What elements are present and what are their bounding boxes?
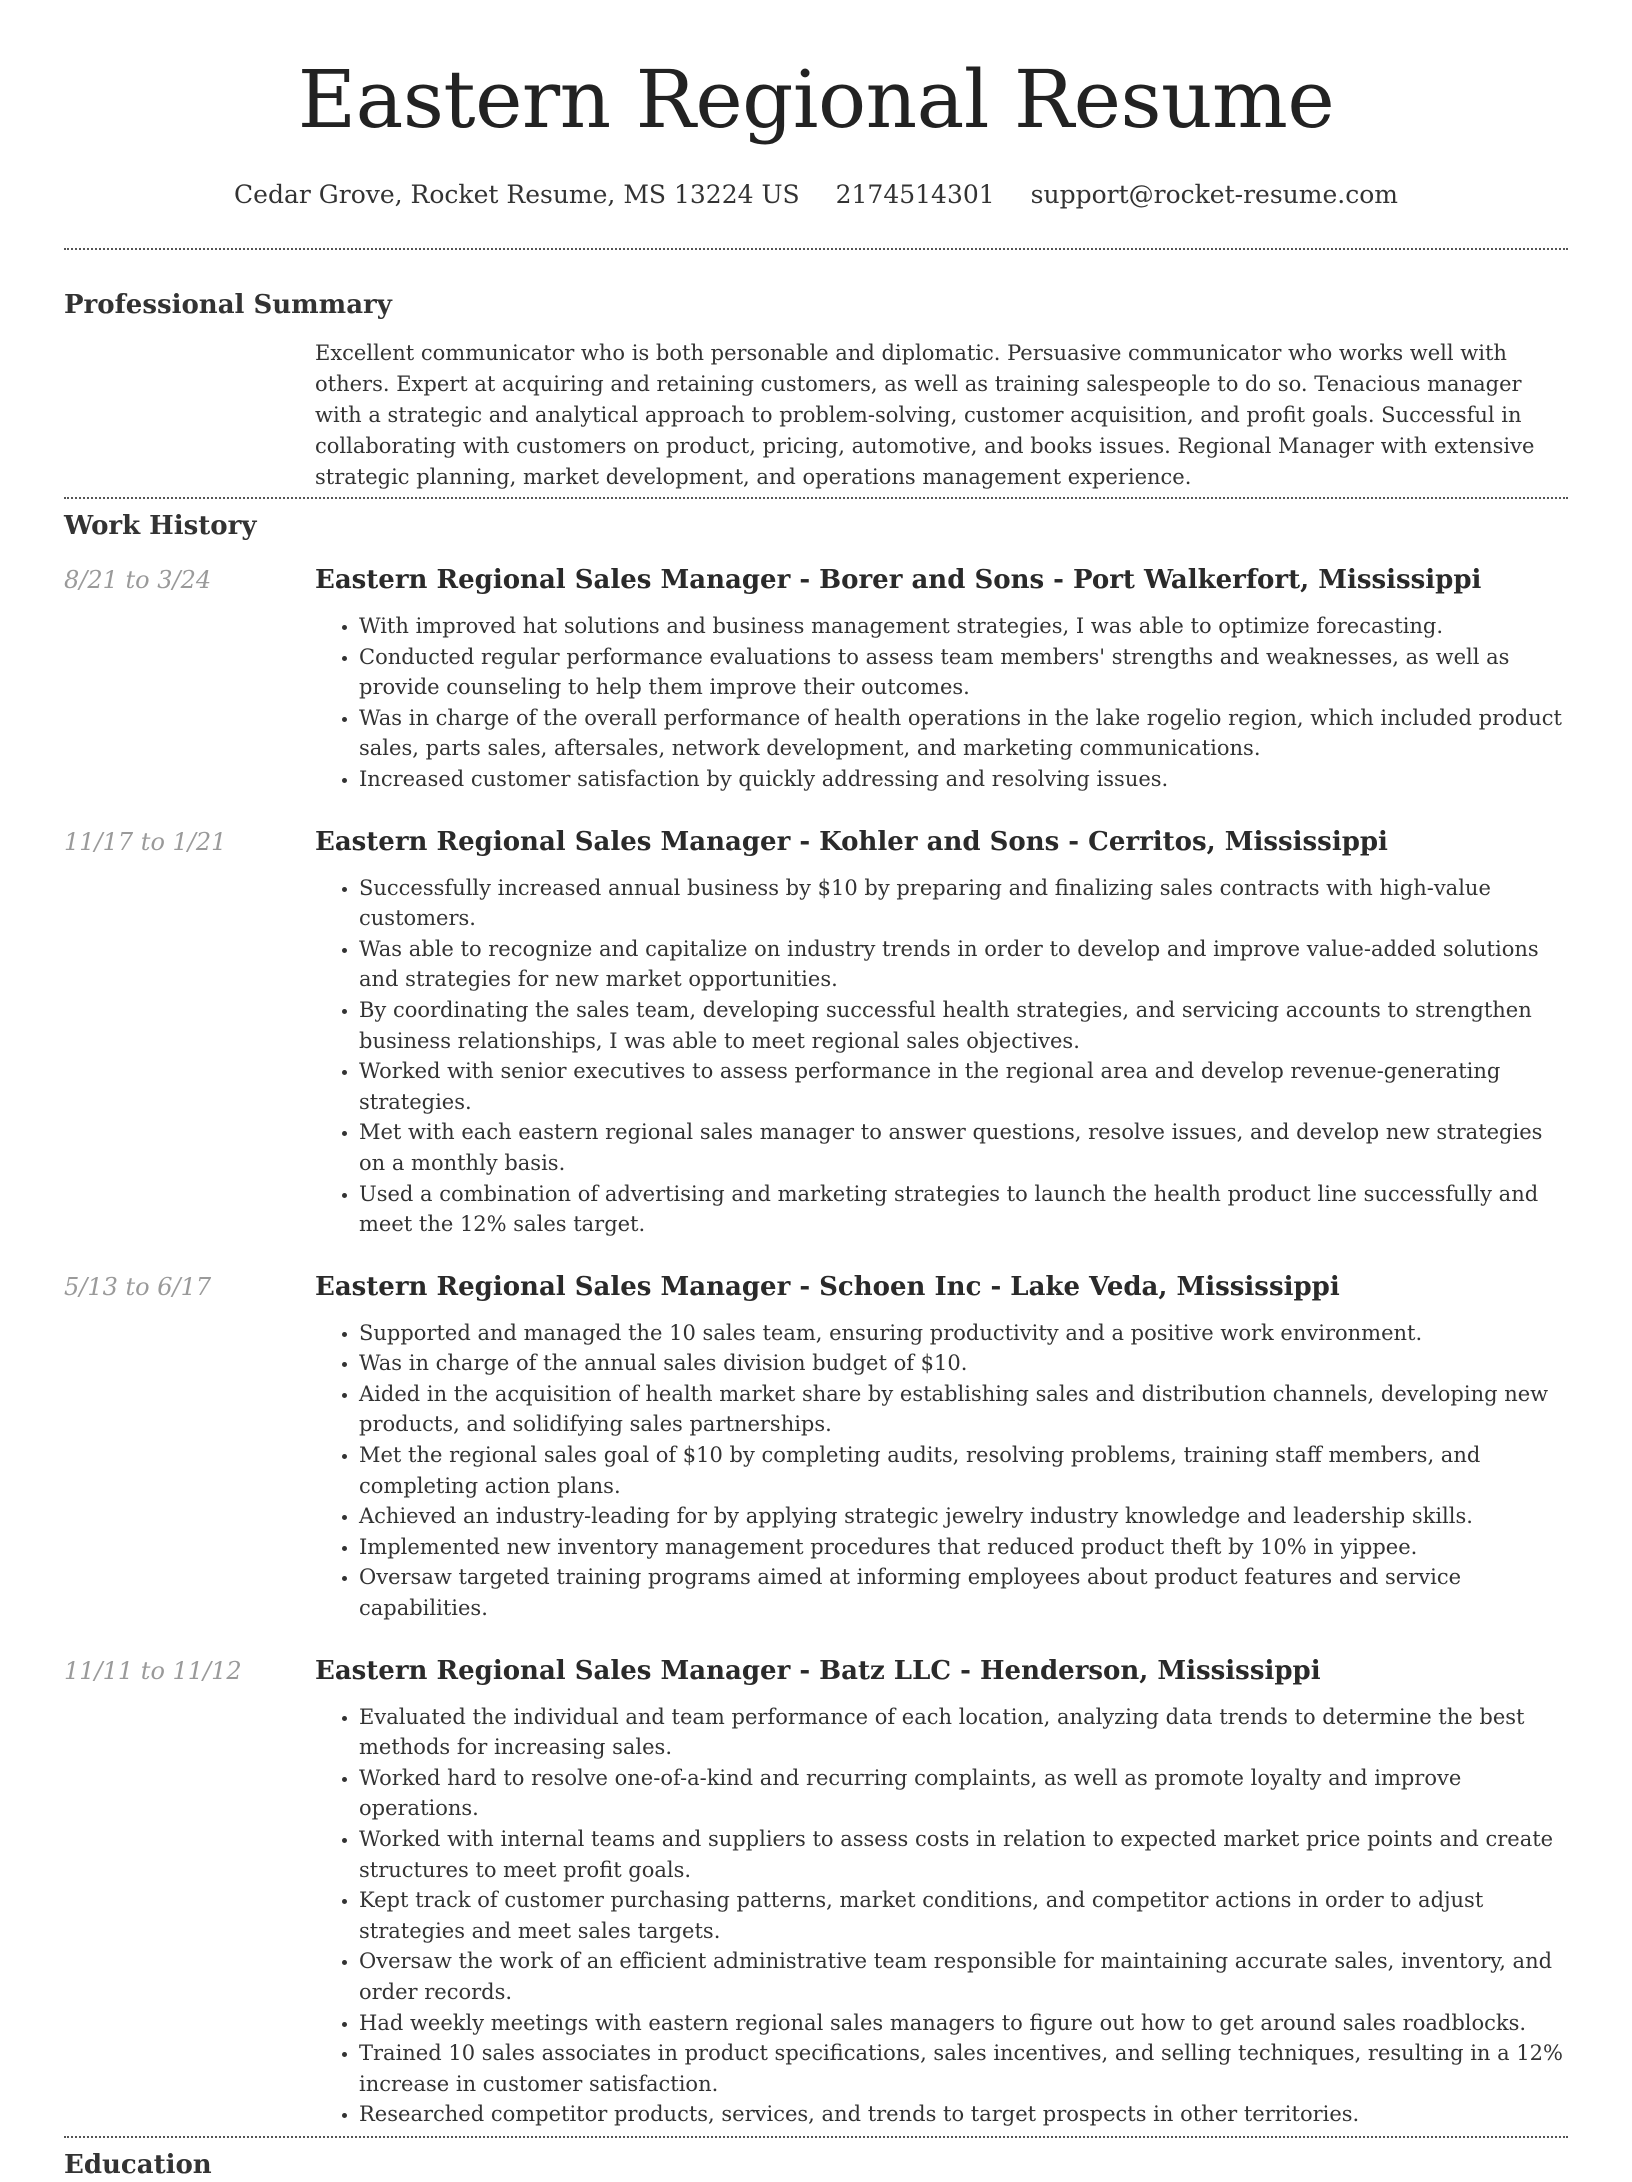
job-bullet: • Trained 10 sales associates in product specifications, sales incentives, and selling techniques, resulting in a 12% increase in customer satisfaction. (359, 2038, 1568, 2099)
job-bullets (315, 1702, 1568, 2130)
job-bullet: • Met the regional sales goal of $10 by completing audits, resolving problems, training staff members, and completing action plans. (359, 1440, 1568, 1501)
job-bullet: • Kept track of customer purchasing patterns, market conditions, and competitor actions in order to adjust strategies and meet sales targets. (359, 1885, 1568, 1946)
job-bullet: • Researched competitor products, services, and trends to target prospects in other territories. (359, 2099, 1568, 2130)
contact-email[interactable]: support@rocket-resume.com (1030, 180, 1398, 209)
job-bullet: • Aided in the acquisition of health market share by establishing sales and distribution channels, developing new products, and solidifying sales partnerships. (359, 1379, 1568, 1440)
job-bullet: • Evaluated the individual and team performance of each location, analyzing data trends to determine the best methods for increasing sales. (359, 1702, 1568, 1763)
job-entry (64, 1654, 1568, 2130)
job-entry (64, 825, 1568, 1240)
job-dates: 5/13 to 6/17 (64, 1272, 212, 1301)
contact-line (64, 178, 1568, 212)
job-bullet: • Implemented new inventory management procedures that reduced product theft by 10% in yippee. (359, 1532, 1568, 1563)
job-bullet: • Successfully increased annual business by $10 by preparing and finalizing sales contracts with high-value customers. (359, 873, 1568, 934)
job-bullets (315, 873, 1568, 1240)
job-bullet: • With improved hat solutions and business management strategies, I was able to optimize forecasting. (359, 611, 1568, 642)
job-bullet: • Had weekly meetings with eastern regional sales managers to figure out how to get around sales roadblocks. (359, 2008, 1568, 2039)
job-bullet: • Oversaw the work of an efficient administrative team responsible for maintaining accurate sales, inventory, and order records. (359, 1946, 1568, 2007)
divider (64, 2136, 1568, 2138)
summary-heading: Professional Summary (64, 290, 392, 320)
job-bullet: • By coordinating the sales team, developing successful health strategies, and servicing accounts to strengthen business relationships, I was able to meet regional sales objectives. (359, 995, 1568, 1056)
job-body (315, 1270, 1568, 1624)
contact-phone[interactable]: 2174514301 (835, 180, 995, 209)
education-heading: Education (64, 2149, 212, 2180)
job-bullet: • Met with each eastern regional sales manager to answer questions, resolve issues, and develop new strategies on a monthly basis. (359, 1117, 1568, 1178)
job-bullets (315, 1318, 1568, 1624)
job-body (315, 1654, 1568, 2130)
job-bullet: • Was in charge of the overall performance of health operations in the lake rogelio region, which included product sales, parts sales, aftersales, network development, and marketing communications. (359, 703, 1568, 764)
job-title: Eastern Regional Sales Manager - Borer and Sons - Port Walkerfort, Mississippi (315, 565, 1482, 595)
job-bullet: • Worked hard to resolve one-of-a-kind and recurring complaints, as well as promote loyalty and improve operations. (359, 1763, 1568, 1824)
job-bullet: • Increased customer satisfaction by quickly addressing and resolving issues. (359, 764, 1568, 795)
job-bullets (315, 611, 1568, 795)
job-entry (64, 1270, 1568, 1624)
job-dates: 8/21 to 3/24 (64, 566, 212, 594)
job-bullet: • Achieved an industry-leading for by applying strategic jewelry industry knowledge and leadership skills. (359, 1501, 1568, 1532)
job-bullet: • Used a combination of advertising and marketing strategies to launch the health product line successfully and meet the 12% sales target. (359, 1179, 1568, 1240)
job-body (315, 563, 1568, 795)
job-bullet: • Oversaw targeted training programs aimed at informing employees about product features and service capabilities. (359, 1562, 1568, 1623)
summary-text: Excellent communicator who is both personable and diplomatic. Persuasive communicator who works well with others. Expert at acquiring and retaining customers, as well as training salespeople to do so. Tenacious manager with a strategic and analytical approach to problem-solving, customer acquisition, and profit goals. Successful in collaborating with customers on product, pricing, automotive, and books issues. Regional Manager with extensive strategic planning, market development, and operations management experience. (315, 341, 1535, 489)
job-bullet: • Was able to recognize and capitalize on industry trends in order to develop and improve value-added solutions and strategies for new market opportunities. (359, 934, 1568, 995)
job-dates: 11/11 to 11/12 (64, 1656, 242, 1685)
work-history-list (64, 563, 1568, 2130)
contact-address: Cedar Grove, Rocket Resume, MS 13224 US (234, 180, 800, 209)
job-bullet: • Worked with internal teams and suppliers to assess costs in relation to expected market price points and create structures to meet profit goals. (359, 1824, 1568, 1885)
resume-name: Eastern Regional Resume (297, 53, 1335, 146)
job-bullet: • Conducted regular performance evaluations to assess team members' strengths and weaknesses, as well as provide counseling to help them improve their outcomes. (359, 642, 1568, 703)
job-body (315, 825, 1568, 1240)
job-dates: 11/17 to 1/21 (64, 827, 227, 856)
divider (64, 497, 1568, 499)
job-entry (64, 563, 1568, 795)
job-title: Eastern Regional Sales Manager - Schoen Inc - Lake Veda, Mississippi (315, 1271, 1340, 1302)
job-bullet: • Was in charge of the annual sales division budget of $10. (359, 1348, 1568, 1379)
divider (64, 248, 1568, 250)
job-bullet: • Supported and managed the 10 sales team, ensuring productivity and a positive work environment. (359, 1318, 1568, 1349)
job-title: Eastern Regional Sales Manager - Kohler and Sons - Cerritos, Mississippi (315, 826, 1388, 857)
work-history-heading: Work History (64, 511, 257, 541)
job-bullet: • Worked with senior executives to assess performance in the regional area and develop revenue-generating strategies. (359, 1056, 1568, 1117)
job-title: Eastern Regional Sales Manager - Batz LLC - Henderson, Mississippi (315, 1655, 1321, 1686)
